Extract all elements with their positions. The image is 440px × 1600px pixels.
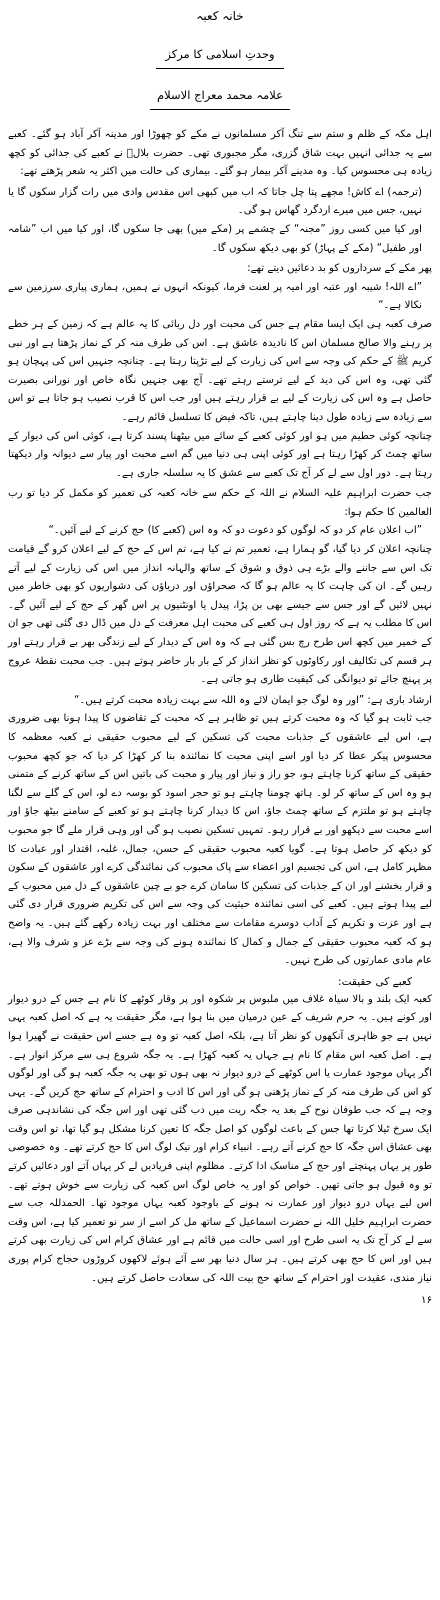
paragraph: کعبہ ایک بلند و بالا سیاہ غلاف میں ملبوس پر شکوہ اور پر وقار کوٹھے کا نام ہے جس کے درو دیوار اور کونے ہیں۔ یہ حرم شریف کے عین درمیان میں بنا ہوا ہے، مگر حقیقت یہ ہے کہ اصل کعبہ یہی نہیں ہے جو ظاہری آنکھوں کو نظر آتا ہے، بلکہ اصل کعبہ تو وہ ہے جسے اس حقیقت نے گھیرا ہوا ہے۔ اصل کعبہ اس مقام کا نام ہے جہاں یہ کعبہ کھڑا ہے۔ یہ جگہ شروع ہی سے مرکز انوار ہے۔ اگر یہاں موجود عمارت یا اس کوٹھے کے درو دیوار نہ بھی ہوں تو بھی یہ جگہ کعبہ ہو گی اور لوگوں کو اس کی طرف منہ کر کے نماز پڑھنی ہو گی اور اس کا ادب و احترام کے ساتھ حج کریں گے۔ یہی وجہ ہے کہ جب طوفان نوح کے بعد یہ جگہ ریت میں دب گئی تھی اور اس جگہ کی نشاندہی صرف ایک سرخ ٹیلا کرتا تھا جس کے باعث لوگوں کو اصل جگہ کا تعین کرنا مشکل ہو گیا تھا، تو اس وقت بھی عشاق اس جگہ کا حج کرنے آتے رہے۔ انبیاء کرام اور نیک لوگ اس کا حج کرتے تھے۔ وہ خصوصی طور پر یہاں پہنچتے اور حج کے مناسک ادا کرتے۔ مظلوم اپنی فریادیں لے کر یہاں آتے اور دعائیں کرتے تو وہ قبول ہو جاتی تھیں۔ خواص کو اور یہ خاص لوگ اس کعبہ کی زیارت سے خوش ہوتے تھے۔ اس لیے یہاں درو دیوار اور عمارت نہ ہونے کے باوجود کعبہ یہاں موجود تھا۔ الحمدللہ جب سے حضرت ابراہیم خلیل اللہ نے حضرت اسماعیل کے ساتھ مل کر اسے از سر نو تعمیر کیا ہے، اس وقت سے لے کر آج تک یہ اسی طرح اور اسی حالت میں قائم ہے اور عشاق کرام اس کی زیارت بھی کرتے ہیں اور اس کا حج بھی کرتے ہیں۔ ہر سال دنیا بھر سے آئے ہوئے لاکھوں کروڑوں حجاج کرام پوری نیاز مندی، عقیدت اور احترام کے ساتھ حج بیت اللہ کی سعادت حاصل کرتے ہیں۔: [8, 993, 432, 1284]
page-number: ۱۶: [421, 1295, 432, 1307]
paragraph: چنانچہ کوئی حطیم میں ہو اور کوئی کعبے کے سائے میں بیٹھنا پسند کرتا ہے، کوئی اس کی دیوار کے ساتھ چمٹ کر کھڑا رہتا ہے اور کوئی اپنی ہی دنیا میں گم اسے محبت اور پیار سے دیوانہ وار دیکھتا رہتا ہے۔ دور اول سے لے کر آج تک کعبے سے عشق کا یہ سلسلہ جاری ہے۔: [8, 430, 432, 479]
paragraph: اہل مکہ کے ظلم و ستم سے تنگ آکر مسلمانوں نے مکے کو چھوڑا اور مدینہ آکر آباد ہو گئے۔ کعبے سے یہ جدائی انہیں بہت شاق گزری، مگر مجبوری تھی۔ حضرت بلالؓ نے کعبے کی جدائی کو کچھ زیادہ ہی محسوس کیا۔ وہ مدینے آکر بیمار ہو گئے۔ بیماری کی حالت میں اکثر یہ شعر پڑھتے تھے:: [8, 129, 432, 178]
section-heading: کعبے کی حقیقت:: [338, 975, 412, 988]
author-name: علامہ محمد معراج الاسلام: [157, 88, 283, 102]
title-block: [8, 8, 432, 110]
paragraph: جب حضرت ابراہیم علیہ السلام نے اللہ کے حکم سے خانہ کعبہ کی تعمیر کو مکمل کر دیا تو رب العالمین کا حکم ہوا:: [8, 488, 432, 518]
poem-translation: اور کیا میں کسی روز ”مجنہ“ کے چشمے پر (مکے میں) بھی جا سکوں گا، اور کیا میں اب ”شامہ اور طفیل“ (مکے کے پہاڑ) کو بھی دیکھ سکوں گا۔: [8, 223, 422, 254]
subtitle-underline: [156, 68, 284, 69]
paragraph: چنانچہ اعلان کر دیا گیا، گو ہمارا ہے، تعمیر تم نے کیا ہے، تم اس کے حج کے لیے اعلان کرو گے قیامت تک اس سے جاننے والے بڑے ہی ذوق و شوق کے ساتھ والہانہ انداز میں اس کی زیارت کے لیے آتے رہیں گے۔ ان کی چاہت کا یہ عالم ہو گا کہ صحراؤں اور دریاؤں کی دشواریوں کو بھی خاطر میں نہیں لائیں گے اور جس سے جیسے بھی بن پڑا، پیدل یا اونٹنیوں پر اس گھر کے حج کے لیے آئیں گے۔ اس کا مطلب یہ ہے کہ روز اول ہی کعبے کی محبت اہل معرفت کے دل میں ڈال دی گئی تھی جو ان کے خمیر میں کچھ اس طرح رچ بس گئی ہے کہ وہ اس کے دیدار کے لیے زندگی بھر بے قرار رہتے اور ہر قسم کی تکالیف اور رکاوٹوں کو نظر انداز کر کے بار بار حاضر ہوتے ہیں۔ جب محبت نقطۂ عروج پر پہنچ جائے تو دیوانگی کی کیفیت طاری ہو جاتی ہے۔: [8, 544, 432, 686]
paragraph: جب ثابت ہو گیا کہ وہ محبت کرتے ہیں تو ظاہر ہے کہ محبت کے تقاضوں کا پیدا ہونا بھی ضروری ہے، اس لیے عاشقوں کے جذبات محبت کی تسکین کے لیے محبوب حقیقی نے کعبہ معظمہ کا محسوس پیکر عطا کر دیا اور اسے اپنی محبت کا نمائندہ بنا کر کھڑا کر دیا کہ جو کچھ محبوب حقیقی کے ساتھ کرنا چاہتے ہو، جو راز و نیاز اور پیار و محبت کی باتیں اس کے ساتھ کرنے کے متمنی ہو وہ اس کے ساتھ کر لو۔ ہاتھ چومنا چاہتے ہو تو حجر اسود کو بوسہ دے لو، اس کے گلے سے لگنا چاہتے ہو تو ملتزم کے ساتھ چمٹ جاؤ، اس کا دیدار کرنا چاہتے ہو تو کعبے کے سامنے بیٹھ جاؤ اور اسے محبت سے دیکھو اور بے قرار رہو۔ تمہیں تسکین نصیب ہو گی اور وہی قرار ملے گا جو محبوب کو دیکھ کر حاصل ہوتا ہے۔ گویا کعبہ محبوب حقیقی کے حسن، جمال، غلبہ، اقتدار اور عبادت کا مظہر کامل ہے، اس کی تجسیم اور اعضاء سے پاک محبوب کی نمائندگی کرے اور عاشقوں کے سکون و قرار بخشنے اور ان کے جذبات کی تسکین کا سامان کرے جو بے چین عاشقوں کے دل میں محبوب کے لیے پیدا ہوتے ہیں۔ کعبے کی اسی نمائندہ حیثیت کی وجہ سے اس کی تکریم ضروری قرار دی گئی ہے اور عزت و تکریم کے آداب دوسرے مقامات سے مختلف اور بہت زیادہ رکھے گئے ہیں۔ یہ واضح ہو کہ کعبہ محبوب حقیقی کے جمال و کمال کا نمائندہ ہونے کی وجہ سے بڑے عز و شرف والا ہے، عام مادی عمارتوں کی طرح نہیں۔: [8, 713, 432, 967]
paragraph: پھر مکے کے سرداروں کو بد دعائیں دیتے تھے:: [247, 263, 432, 275]
poem-translation: (ترجمہ) اے کاش! مجھے پتا چل جاتا کہ اب میں کبھی اس مقدس وادی میں رات گزار سکوں گا یا نہیں، جس میں میرے اردگرد گھاس ہو گی۔: [8, 186, 422, 217]
article-subtitle: وحدتِ اسلامی کا مرکز: [165, 47, 275, 61]
article-title: خانہ کعبہ: [196, 9, 244, 23]
quote: ”اب اعلان عام کر دو کہ لوگوں کو دعوت دو کہ وہ اس (کعبے کا) حج کرنے کے لیے آئیں۔“: [48, 525, 422, 537]
quote: ”اے اللہ! شیبہ اور عتبہ اور امیہ پر لعنت فرما، کیونکہ انہوں نے ہمیں، ہماری پیاری سرزمین سے نکالا ہے۔“: [8, 281, 422, 312]
paragraph: ارشاد باری ہے: ”اور وہ لوگ جو ایمان لائے وہ اللہ سے بہت زیادہ محبت کرتے ہیں۔“: [74, 694, 432, 706]
paragraph: صرف کعبہ ہی ایک ایسا مقام ہے جس کی محبت اور دل ربائی کا یہ عالم ہے کہ زمین کے ہر خطے پر رہنے والا صالح مسلمان اس کا نادیدہ عاشق ہے۔ اس کی طرف منہ کر کے نماز پڑھتا ہے اور نبی کریم ﷺ کے حکم کی وجہ سے اس کی زیارت کے لیے تڑپتا رہتا ہے۔ چنانچہ جنہیں اس کی پہچان ہو گئی تھی، وہ اس کی دید کے لیے ترستے رہتے تھے۔ آج بھی جنہیں نگاہ خاص اور نورانی بصیرت حاصل ہے وہ اس کی زیارت کے لیے بے قرار رہتے ہیں اور جب اس کا قرب نصیب ہو جاتا ہے تو اس سے زیادہ سے زیادہ طول دینا چاہتے ہیں، تاکہ فیض کا تسلسل قائم رہے۔: [8, 318, 432, 423]
